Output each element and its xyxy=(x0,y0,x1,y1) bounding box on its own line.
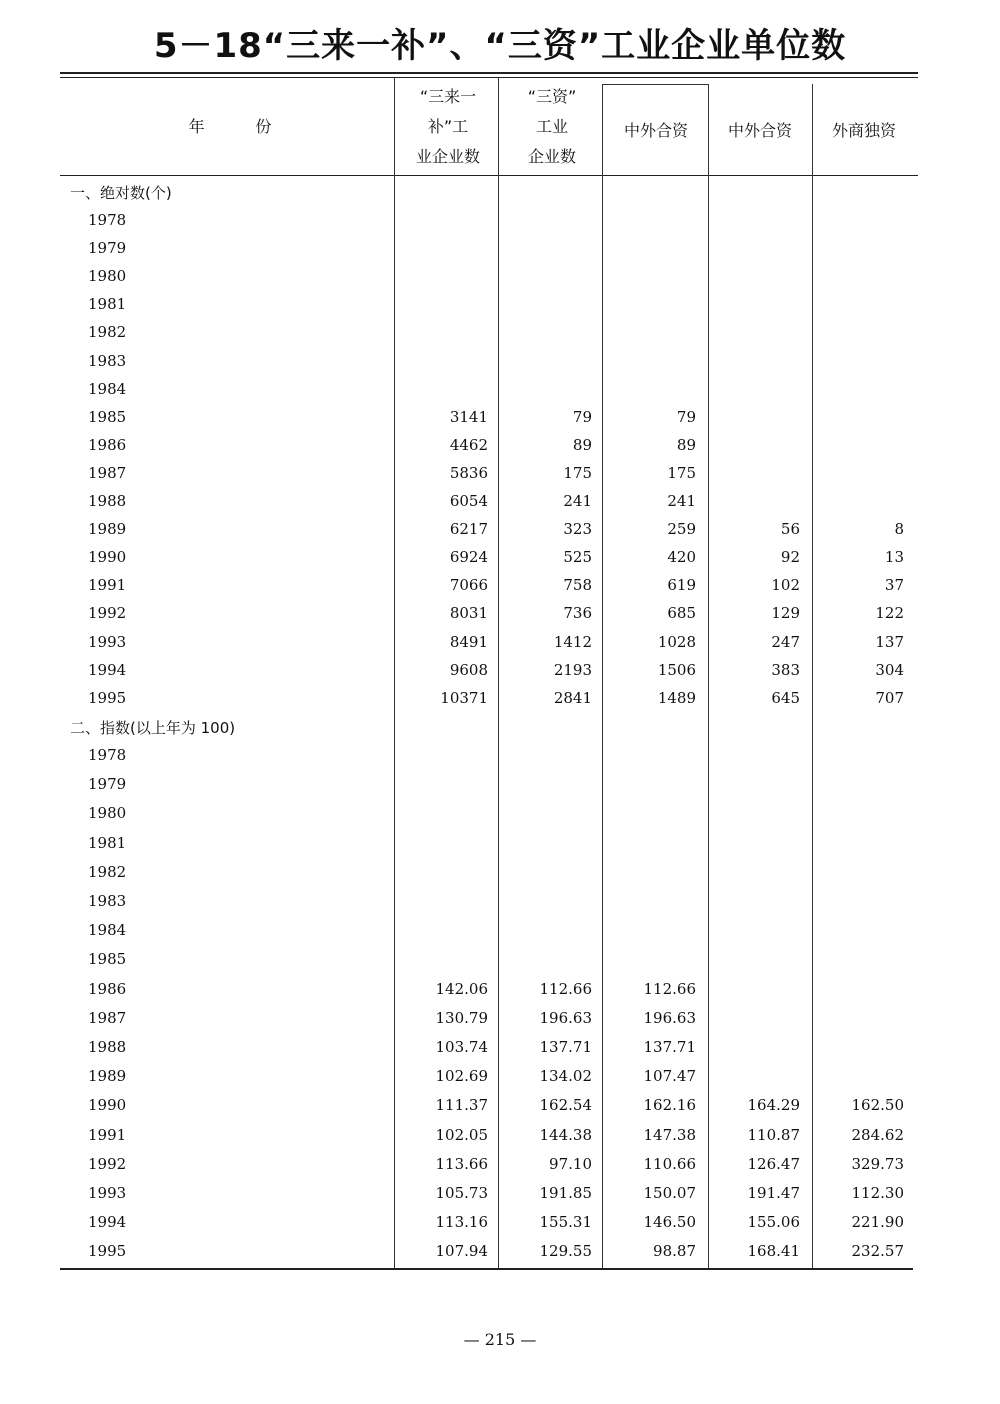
row-year: 1979 xyxy=(88,239,127,258)
section2-label: 二、指数(以上年为 100) xyxy=(70,719,236,737)
table-cell: 241 xyxy=(667,492,696,510)
table-cell: 102.05 xyxy=(435,1125,488,1144)
table-cell: 259 xyxy=(667,520,696,539)
row-year: 1995 xyxy=(88,688,127,707)
table-cell: 147.38 xyxy=(643,1125,696,1144)
table-cell: 110.66 xyxy=(643,1154,696,1173)
table-cell: 162.50 xyxy=(851,1096,904,1115)
row-year: 1988 xyxy=(88,492,127,510)
table-cell: 111.37 xyxy=(435,1096,488,1115)
header-col2-line2: 工业 xyxy=(535,117,568,136)
row-year: 1986 xyxy=(88,435,127,454)
table-cell: 304 xyxy=(875,660,904,679)
column-divider xyxy=(498,78,499,1268)
column-divider xyxy=(708,84,709,1268)
table-cell: 736 xyxy=(563,604,592,623)
row-year: 1982 xyxy=(88,862,127,881)
column-divider-header xyxy=(602,84,708,85)
table-cell: 97.10 xyxy=(549,1154,592,1173)
table-cell: 9608 xyxy=(449,660,488,679)
table-cell: 142.06 xyxy=(435,979,488,998)
row-year: 1993 xyxy=(88,1184,127,1202)
table-cell: 619 xyxy=(667,576,696,595)
row-year: 1985 xyxy=(88,950,127,969)
column-divider xyxy=(602,84,603,1268)
row-year: 1990 xyxy=(88,1096,127,1115)
row-year: 1992 xyxy=(88,1154,127,1173)
table-cell: 329.73 xyxy=(851,1154,904,1173)
table-cell: 79 xyxy=(572,407,592,426)
row-year: 1984 xyxy=(88,379,127,398)
table-cell: 107.94 xyxy=(435,1242,488,1261)
table-cell: 37 xyxy=(884,576,904,595)
table-cell: 13 xyxy=(884,548,904,567)
table-cell: 284.62 xyxy=(851,1125,904,1144)
table-cell: 2193 xyxy=(553,660,592,679)
table-cell: 196.63 xyxy=(539,1008,592,1027)
table-cell: 164.29 xyxy=(747,1096,800,1115)
row-year: 1995 xyxy=(88,1242,127,1261)
top-rule-thin xyxy=(60,77,918,78)
table-cell: 103.74 xyxy=(435,1038,488,1056)
header-col1-line3: 业企业数 xyxy=(415,147,480,166)
header-col1-line2: 补”工 xyxy=(427,117,469,136)
table-cell: 130.79 xyxy=(435,1008,488,1027)
table-cell: 221.90 xyxy=(851,1213,904,1232)
table-cell: 323 xyxy=(563,520,592,539)
header-year: 年 份 xyxy=(188,117,272,136)
table-cell: 112.66 xyxy=(539,979,592,998)
row-year: 1981 xyxy=(88,833,127,852)
table-cell: 175 xyxy=(563,463,592,482)
section1-label: 一、绝对数(个) xyxy=(70,184,172,202)
row-year: 1991 xyxy=(88,1125,127,1144)
table-cell: 144.38 xyxy=(539,1125,592,1144)
table-cell: 1489 xyxy=(657,688,696,707)
row-year: 1982 xyxy=(88,323,127,342)
row-year: 1986 xyxy=(88,979,127,998)
row-year: 1987 xyxy=(88,1008,127,1027)
table-cell: 6924 xyxy=(449,548,488,567)
table-cell: 155.06 xyxy=(747,1213,800,1232)
top-rule xyxy=(60,72,918,74)
table-cell: 707 xyxy=(875,688,904,707)
table-cell: 685 xyxy=(667,604,696,623)
table-cell: 7066 xyxy=(449,576,488,595)
table-cell: 232.57 xyxy=(851,1242,904,1261)
row-year: 1980 xyxy=(88,804,127,823)
table-cell: 122 xyxy=(875,604,904,623)
table-cell: 645 xyxy=(771,688,800,707)
table-cell: 8 xyxy=(894,520,904,539)
row-year: 1992 xyxy=(88,604,127,623)
row-year: 1993 xyxy=(88,632,127,651)
table-cell: 110.87 xyxy=(747,1125,800,1144)
header-col1 xyxy=(396,82,500,172)
row-year: 1991 xyxy=(88,576,127,595)
bottom-rule xyxy=(60,1268,913,1270)
table-cell: 112.66 xyxy=(643,979,696,998)
table-cell: 6054 xyxy=(449,492,488,510)
table-cell: 5836 xyxy=(449,463,488,482)
row-year: 1988 xyxy=(88,1038,127,1056)
header-col1-line1: “三来一 xyxy=(419,87,477,106)
table-cell: 1506 xyxy=(657,660,696,679)
table-cell: 1028 xyxy=(657,632,696,651)
table-cell: 113.66 xyxy=(435,1154,488,1173)
page-number: — 215 — xyxy=(463,1330,537,1349)
row-year: 1989 xyxy=(88,1067,127,1086)
table-cell: 150.07 xyxy=(643,1184,696,1202)
table-cell: 8031 xyxy=(449,604,488,623)
row-year: 1994 xyxy=(88,660,127,679)
table-cell: 107.47 xyxy=(643,1067,696,1086)
column-divider xyxy=(812,84,813,1268)
table-cell: 56 xyxy=(780,520,800,539)
table-cell: 137 xyxy=(875,632,904,651)
row-year: 1979 xyxy=(88,775,127,794)
table-cell: 175 xyxy=(667,463,696,482)
row-year: 1983 xyxy=(88,351,127,370)
table-cell: 196.63 xyxy=(643,1008,696,1027)
row-year: 1983 xyxy=(88,892,127,910)
table-cell: 2841 xyxy=(553,688,592,707)
table-cell: 8491 xyxy=(449,632,488,651)
table-cell: 113.16 xyxy=(435,1213,488,1232)
row-year: 1990 xyxy=(88,548,127,567)
table-cell: 1412 xyxy=(553,632,592,651)
table-cell: 6217 xyxy=(449,520,488,539)
table-cell: 162.16 xyxy=(643,1096,696,1115)
table-cell: 758 xyxy=(563,576,592,595)
table-cell: 162.54 xyxy=(539,1096,592,1115)
table-cell: 191.47 xyxy=(747,1184,800,1202)
row-year: 1980 xyxy=(88,267,127,286)
table-cell: 105.73 xyxy=(435,1184,488,1202)
table-cell: 98.87 xyxy=(653,1242,696,1261)
table-cell: 137.71 xyxy=(539,1038,592,1056)
table-cell: 137.71 xyxy=(643,1038,696,1056)
header-col4: 中外合资 xyxy=(727,121,792,140)
row-year: 1985 xyxy=(88,407,127,426)
table-cell: 102 xyxy=(771,576,800,595)
table-cell: 3141 xyxy=(449,407,488,426)
table-cell: 247 xyxy=(771,632,800,651)
table-cell: 383 xyxy=(771,660,800,679)
page-title: 5－18“三来一补”、“三资”工业企业单位数 xyxy=(153,26,847,66)
table-cell: 191.85 xyxy=(539,1184,592,1202)
table-cell: 79 xyxy=(676,407,696,426)
row-year: 1994 xyxy=(88,1213,127,1232)
table-cell: 525 xyxy=(563,548,592,567)
row-year: 1984 xyxy=(88,921,127,940)
header-col2 xyxy=(500,82,604,172)
header-col2-line1: “三资” xyxy=(527,87,577,106)
row-year: 1978 xyxy=(88,211,127,229)
table-cell: 420 xyxy=(667,548,696,567)
table-cell: 168.41 xyxy=(747,1242,800,1261)
row-year: 1978 xyxy=(88,746,127,764)
table-cell: 241 xyxy=(563,492,592,510)
header-col2-line3: 企业数 xyxy=(527,147,576,166)
header-col5: 外商独资 xyxy=(831,121,896,140)
table-cell: 129.55 xyxy=(539,1242,592,1261)
row-year: 1989 xyxy=(88,520,127,539)
table-cell: 92 xyxy=(780,548,800,567)
table-cell: 10371 xyxy=(440,688,488,707)
row-year: 1981 xyxy=(88,295,127,314)
table-cell: 155.31 xyxy=(539,1213,592,1232)
table-cell: 129 xyxy=(771,604,800,623)
table-cell: 146.50 xyxy=(643,1213,696,1232)
column-divider xyxy=(394,78,395,1268)
table-cell: 112.30 xyxy=(851,1184,904,1202)
table-cell: 89 xyxy=(572,435,592,454)
row-year: 1987 xyxy=(88,463,127,482)
header-col3: 中外合资 xyxy=(623,121,688,140)
table-cell: 102.69 xyxy=(435,1067,488,1086)
table-cell: 126.47 xyxy=(747,1154,800,1173)
header-bottom-rule xyxy=(60,175,918,176)
table-cell: 134.02 xyxy=(539,1067,592,1086)
table-cell: 4462 xyxy=(449,435,488,454)
table-cell: 89 xyxy=(676,435,696,454)
